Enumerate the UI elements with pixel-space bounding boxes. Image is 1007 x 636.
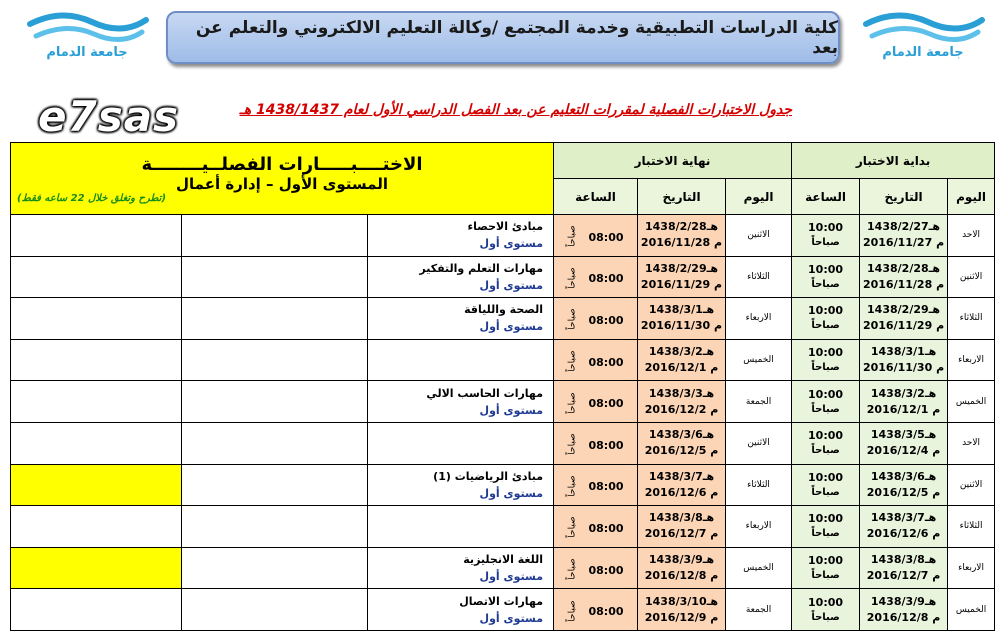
- start-date-gregorian: 2016/12/7 م: [866, 569, 941, 583]
- end-date-gregorian: 2016/11/29 م: [640, 277, 723, 291]
- start-date-cell: [860, 256, 948, 298]
- end-date-gregorian: 2016/12/5 م: [644, 444, 719, 458]
- start-time-cell: [792, 215, 860, 257]
- subject-cell: [368, 547, 554, 589]
- blank-cell: [182, 256, 368, 298]
- am-label: صباحاً: [567, 391, 578, 414]
- start-date-hijri: 1438/3/9هـ: [870, 594, 937, 608]
- subject-level: مستوى أول: [479, 611, 544, 625]
- end-time-cell: [554, 506, 638, 548]
- blank-cell: [11, 464, 182, 506]
- end-time: 08:00: [588, 397, 624, 411]
- am-label: صباحاً: [811, 445, 840, 457]
- am-label: صباحاً: [567, 267, 578, 289]
- end-exam-header: نهاية الاختبار: [554, 143, 792, 179]
- am-label: صباحاً: [811, 320, 840, 332]
- end-date-cell: [638, 381, 726, 423]
- start-date-gregorian: 2016/12/1 م: [866, 402, 941, 416]
- end-date-gregorian: 2016/12/9 م: [644, 610, 719, 624]
- end-date-hijri: 1438/3/10هـ: [645, 594, 719, 608]
- subject-name: اللغة الانجليزية: [463, 553, 544, 567]
- subject-level: مستوى أول: [479, 278, 544, 292]
- col-start-day: اليوم: [948, 179, 995, 215]
- end-time-cell: [554, 547, 638, 589]
- am-label: صباحاً: [567, 433, 578, 455]
- table-row: [11, 464, 995, 506]
- end-date-hijri: 1438/2/28هـ: [645, 220, 719, 234]
- start-date-gregorian: 2016/11/30 م: [862, 361, 945, 375]
- am-label: صباحاً: [567, 350, 578, 372]
- blank-cell: [182, 339, 368, 381]
- logo-text: جامعة الدمام: [46, 45, 128, 60]
- end-date-cell: [638, 506, 726, 548]
- logo-text: جامعة الدمام: [882, 45, 964, 60]
- end-time-cell: [554, 422, 638, 464]
- exam-title: الاختــــبـــــارات الفصلــيــــــــة: [141, 153, 423, 175]
- start-day: الاثنين: [948, 464, 995, 506]
- end-time: 08:00: [588, 521, 624, 535]
- start-date-hijri: 1438/2/28هـ: [867, 261, 941, 275]
- start-date-gregorian: 2016/12/8 م: [866, 610, 941, 624]
- end-date-hijri: 1438/2/29هـ: [645, 261, 719, 275]
- end-time-cell: [554, 298, 638, 340]
- subject-name: الصحة واللياقة: [464, 303, 544, 317]
- blank-cell: [11, 422, 182, 464]
- subject-name: مهارات التعلم والتفكير: [419, 261, 544, 275]
- start-time: 10:00: [808, 346, 844, 360]
- end-time: 08:00: [588, 272, 624, 286]
- am-label: صباحاً: [811, 528, 840, 540]
- subject-cell: [368, 464, 554, 506]
- start-date-cell: [860, 381, 948, 423]
- start-date-hijri: 1438/3/7هـ: [870, 511, 937, 525]
- col-start-date: التاريخ: [860, 179, 948, 215]
- start-date-hijri: 1438/3/1هـ: [870, 345, 937, 359]
- blank-cell: [11, 256, 182, 298]
- end-date-cell: [638, 547, 726, 589]
- exam-schedule-table: [10, 142, 995, 631]
- subject-level: مستوى أول: [479, 486, 544, 500]
- am-label: صباحاً: [567, 308, 578, 331]
- table-row: [11, 506, 995, 548]
- exam-note: (تطرح وتغلق خلال 22 ساعه فقط): [17, 192, 167, 204]
- subject-name: مهارات الاتصال: [459, 594, 544, 608]
- page-title: كلية الدراسات التطبيقية وخدمة المجتمع /وكالة التعليم الالكتروني والتعلم عن بعد: [195, 17, 838, 58]
- am-label: صباحاً: [811, 486, 840, 498]
- subject-level: مستوى أول: [479, 237, 544, 251]
- start-time-cell: [792, 422, 860, 464]
- end-date-hijri: 1438/3/1هـ: [648, 303, 715, 317]
- end-date-hijri: 1438/3/2هـ: [648, 345, 715, 359]
- end-time-cell: [554, 339, 638, 381]
- subject-level: مستوى أول: [479, 570, 544, 584]
- am-label: صباحاً: [811, 362, 840, 374]
- start-time: 10:00: [808, 387, 844, 401]
- start-date-cell: [860, 506, 948, 548]
- end-day: الثلاثاء: [726, 256, 792, 298]
- subject-level: مستوى أول: [479, 403, 544, 417]
- am-label: صباحاً: [811, 570, 840, 582]
- blank-cell: [182, 381, 368, 423]
- exam-program: المستوى الأول – إدارة أعمال: [176, 174, 388, 193]
- watermark: e7sas: [38, 92, 180, 141]
- start-date-gregorian: 2016/12/5 م: [866, 485, 941, 499]
- start-day: الاحد: [948, 422, 995, 464]
- start-day: الثلاثاء: [948, 506, 995, 548]
- blank-cell: [182, 464, 368, 506]
- am-label: صباحاً: [811, 237, 840, 249]
- table-row: [11, 589, 995, 631]
- start-day: الخميس: [948, 589, 995, 631]
- start-time: 10:00: [808, 304, 844, 318]
- start-date-gregorian: 2016/12/4 م: [866, 444, 941, 458]
- start-date-cell: [860, 215, 948, 257]
- am-label: صباحاً: [567, 599, 578, 622]
- end-date-cell: [638, 339, 726, 381]
- start-day: الخميس: [948, 381, 995, 423]
- wave-logo-icon: [22, 10, 152, 44]
- subject-cell: [368, 422, 554, 464]
- start-time-cell: [792, 506, 860, 548]
- start-time: 10:00: [808, 595, 844, 609]
- start-date-cell: [860, 422, 948, 464]
- table-row: [11, 215, 995, 257]
- start-time-cell: [792, 547, 860, 589]
- end-date-gregorian: 2016/11/28 م: [640, 236, 723, 250]
- subject-cell: [368, 339, 554, 381]
- am-label: صباحاً: [567, 475, 578, 497]
- start-date-hijri: 1438/3/2هـ: [870, 386, 937, 400]
- header-banner: [166, 11, 840, 64]
- blank-cell: [11, 589, 182, 631]
- am-label: صباحاً: [811, 403, 840, 415]
- am-label: صباحاً: [567, 516, 578, 539]
- start-date-cell: [860, 298, 948, 340]
- end-date-hijri: 1438/3/6هـ: [648, 428, 715, 442]
- start-date-cell: [860, 464, 948, 506]
- end-date-hijri: 1438/3/3هـ: [648, 386, 715, 400]
- schedule-subtitle: جدول الاختبارات الفصلية لمقررات التعليم عن بعد الفصل الدراسي الأول لعام 1438/1437 هـ: [239, 102, 792, 118]
- end-time-cell: [554, 215, 638, 257]
- col-end-time: الساعة: [554, 179, 638, 215]
- start-time: 10:00: [808, 470, 844, 484]
- blank-cell: [182, 589, 368, 631]
- start-date-hijri: 1438/3/5هـ: [870, 428, 937, 442]
- table-row: [11, 339, 995, 381]
- blank-cell: [182, 215, 368, 257]
- end-day: الجمعة: [726, 589, 792, 631]
- end-time: 08:00: [588, 438, 624, 452]
- end-time-cell: [554, 589, 638, 631]
- subject-name: مبادئ الاحصاء: [467, 220, 544, 234]
- start-day: الاحد: [948, 215, 995, 257]
- start-time: 10:00: [808, 429, 844, 443]
- subject-cell: [368, 298, 554, 340]
- blank-cell: [11, 339, 182, 381]
- end-day: الاربعاء: [726, 506, 792, 548]
- blank-cell: [182, 422, 368, 464]
- end-date-cell: [638, 422, 726, 464]
- blank-cell: [182, 547, 368, 589]
- table-row: [11, 547, 995, 589]
- end-date-hijri: 1438/3/7هـ: [648, 469, 715, 483]
- end-date-gregorian: 2016/12/6 م: [644, 485, 719, 499]
- exam-header-cell: [11, 143, 554, 215]
- end-day: الاربعاء: [726, 298, 792, 340]
- subject-cell: [368, 589, 554, 631]
- subject-cell: [368, 215, 554, 257]
- start-date-gregorian: 2016/11/27 م: [862, 236, 945, 250]
- end-time-cell: [554, 464, 638, 506]
- table-row: [11, 256, 995, 298]
- university-logo-right: [858, 10, 988, 60]
- subject-name: مبادئ الرياضيات (1): [433, 469, 544, 483]
- end-date-cell: [638, 589, 726, 631]
- am-label: صباحاً: [567, 558, 578, 580]
- start-date-hijri: 1438/3/6هـ: [870, 469, 937, 483]
- start-time: 10:00: [808, 262, 844, 276]
- blank-cell: [11, 506, 182, 548]
- end-date-cell: [638, 215, 726, 257]
- university-logo-left: [22, 10, 152, 60]
- start-date-hijri: 1438/2/27هـ: [867, 220, 941, 234]
- start-date-cell: [860, 547, 948, 589]
- table-row: [11, 422, 995, 464]
- blank-cell: [11, 215, 182, 257]
- end-date-cell: [638, 464, 726, 506]
- end-date-hijri: 1438/3/8هـ: [648, 511, 715, 525]
- end-date-gregorian: 2016/12/2 م: [644, 402, 719, 416]
- end-day: الخميس: [726, 339, 792, 381]
- end-date-gregorian: 2016/12/7 م: [644, 527, 719, 541]
- start-time-cell: [792, 381, 860, 423]
- start-time: 10:00: [808, 554, 844, 568]
- start-time-cell: [792, 256, 860, 298]
- end-time: 08:00: [588, 605, 624, 619]
- end-time-cell: [554, 381, 638, 423]
- start-time: 10:00: [808, 512, 844, 526]
- start-day: الثلاثاء: [948, 298, 995, 340]
- start-time-cell: [792, 589, 860, 631]
- col-end-day: اليوم: [726, 179, 792, 215]
- end-time: 08:00: [588, 313, 624, 327]
- table-row: [11, 381, 995, 423]
- start-day: الاربعاء: [948, 339, 995, 381]
- start-date-cell: [860, 589, 948, 631]
- start-date-hijri: 1438/2/29هـ: [867, 303, 941, 317]
- start-time-cell: [792, 464, 860, 506]
- table-row: [11, 298, 995, 340]
- start-day: الاثنين: [948, 256, 995, 298]
- end-day: الثلاثاء: [726, 464, 792, 506]
- start-date-gregorian: 2016/11/29 م: [862, 319, 945, 333]
- blank-cell: [11, 298, 182, 340]
- end-time: 08:00: [588, 230, 624, 244]
- blank-cell: [182, 298, 368, 340]
- blank-cell: [182, 506, 368, 548]
- am-label: صباحاً: [567, 225, 578, 247]
- col-end-date: التاريخ: [638, 179, 726, 215]
- subject-cell: [368, 256, 554, 298]
- end-date-cell: [638, 298, 726, 340]
- end-date-gregorian: 2016/11/30 م: [640, 319, 723, 333]
- end-day: الخميس: [726, 547, 792, 589]
- end-day: الجمعة: [726, 381, 792, 423]
- end-date-gregorian: 2016/12/1 م: [644, 361, 719, 375]
- start-time: 10:00: [808, 221, 844, 235]
- end-date-hijri: 1438/3/9هـ: [648, 553, 715, 567]
- subject-name: مهارات الحاسب الالي: [426, 386, 544, 400]
- col-start-time: الساعة: [792, 179, 860, 215]
- end-date-cell: [638, 256, 726, 298]
- start-time-cell: [792, 339, 860, 381]
- blank-cell: [11, 381, 182, 423]
- start-date-hijri: 1438/3/8هـ: [870, 553, 937, 567]
- end-time: 08:00: [588, 563, 624, 577]
- am-label: صباحاً: [811, 278, 840, 290]
- end-time-cell: [554, 256, 638, 298]
- start-date-gregorian: 2016/11/28 م: [862, 277, 945, 291]
- am-label: صباحاً: [811, 611, 840, 623]
- subject-level: مستوى أول: [479, 320, 544, 334]
- end-time: 08:00: [588, 480, 624, 494]
- start-day: الاربعاء: [948, 547, 995, 589]
- start-exam-header: بداية الاختبار: [792, 143, 995, 179]
- wave-logo-icon: [858, 10, 988, 44]
- start-date-cell: [860, 339, 948, 381]
- blank-cell: [11, 547, 182, 589]
- start-date-gregorian: 2016/12/6 م: [866, 527, 941, 541]
- end-day: الاثنين: [726, 422, 792, 464]
- subject-cell: [368, 381, 554, 423]
- end-day: الاثنين: [726, 215, 792, 257]
- start-time-cell: [792, 298, 860, 340]
- subject-cell: [368, 506, 554, 548]
- end-date-gregorian: 2016/12/8 م: [644, 569, 719, 583]
- end-time: 08:00: [588, 355, 624, 369]
